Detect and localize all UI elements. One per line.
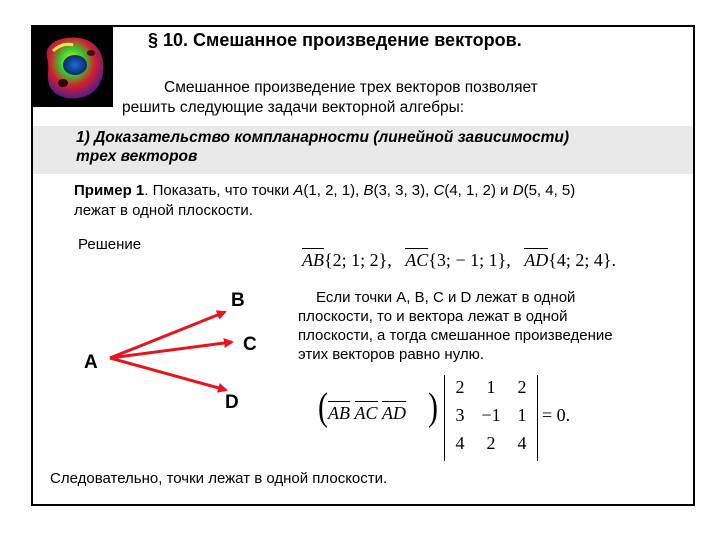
explanation-line: этих векторов равно нулю. — [298, 346, 485, 363]
task-line: 1) Доказательство компланарности (линейной зависимости) — [76, 129, 570, 146]
example-intro: . Показать, что точки — [144, 182, 294, 199]
intro-line: Смешанное произведение трех векторов позволяет — [164, 79, 538, 96]
vector-sep: . — [611, 250, 617, 270]
formula-vector: AB — [328, 403, 350, 423]
vector-coords: {4; 2; 4} — [548, 250, 612, 270]
example-label: Пример 1 — [74, 182, 145, 199]
open-paren: ( — [318, 385, 328, 429]
label-point-d: D — [225, 392, 239, 413]
vector-sep: , — [506, 250, 520, 270]
intro-text — [122, 78, 642, 118]
matrix-cell: −1 — [481, 405, 501, 425]
matrix-cell: 4 — [455, 433, 465, 453]
point-name: A — [293, 182, 304, 199]
determinant-matrix — [444, 375, 538, 461]
example-line — [74, 181, 575, 201]
vector-coords: {3; − 1; 1} — [428, 250, 507, 270]
task-heading — [76, 128, 569, 166]
torus-surface-icon — [33, 27, 113, 107]
label-point-a: A — [84, 352, 98, 373]
vector-ab: AB — [302, 250, 324, 270]
solution-label: Решение — [78, 236, 142, 253]
label-point-b: B — [231, 290, 245, 311]
page-title: § 10. Смешанное произведение векторов. — [148, 30, 522, 50]
formula-vectors — [328, 403, 406, 424]
point-coords: (3, 3, 3), — [373, 182, 434, 199]
arrow-ad — [110, 358, 226, 390]
example-text — [74, 181, 575, 221]
point-name: B — [363, 182, 374, 199]
point-coords: (4, 1, 2) и — [444, 182, 513, 199]
matrix-cell: 4 — [517, 433, 527, 453]
matrix-cell: 1 — [486, 377, 496, 397]
logo-image — [33, 27, 113, 107]
explanation-line: плоскости, а тогда смешанное произведение — [298, 327, 613, 344]
point-coords: (5, 4, 5) — [523, 182, 576, 199]
example-line: лежат в одной плоскости. — [74, 202, 253, 219]
formula-vector: AC — [354, 403, 378, 423]
task-line: трех векторов — [76, 148, 198, 165]
explanation-line: Если точки A, B, C и D лежат в одной — [316, 289, 576, 306]
vector-ac: AC — [405, 250, 429, 270]
matrix-row — [445, 405, 537, 433]
matrix-cell: 1 — [517, 405, 527, 425]
matrix-cell: 2 — [486, 433, 496, 453]
mixed-product-formula — [318, 375, 578, 463]
matrix-row — [445, 377, 537, 405]
close-paren: ) — [428, 385, 438, 429]
point-name: C — [433, 182, 445, 199]
point-name: D — [512, 182, 524, 199]
vector-ad: AD — [524, 250, 549, 270]
vector-list — [302, 250, 616, 271]
conclusion-text: Следовательно, точки лежат в одной плоскости. — [50, 470, 388, 487]
vector-sep: , — [387, 250, 401, 270]
matrix-row — [445, 433, 537, 461]
formula-result: = 0. — [542, 405, 571, 425]
vector-coords: {2; 1; 2} — [324, 250, 388, 270]
point-coords: (1, 2, 1), — [303, 182, 364, 199]
intro-line: решить следующие задачи векторной алгебры: — [122, 99, 465, 116]
matrix-cell: 2 — [517, 377, 527, 397]
label-point-c: C — [243, 334, 257, 355]
matrix-cell: 3 — [455, 405, 465, 425]
matrix-cell: 2 — [455, 377, 465, 397]
explanation-line: плоскости, то и вектора лежат в одной — [298, 308, 568, 325]
explanation-text — [298, 288, 613, 364]
formula-vector: AD — [382, 403, 407, 423]
